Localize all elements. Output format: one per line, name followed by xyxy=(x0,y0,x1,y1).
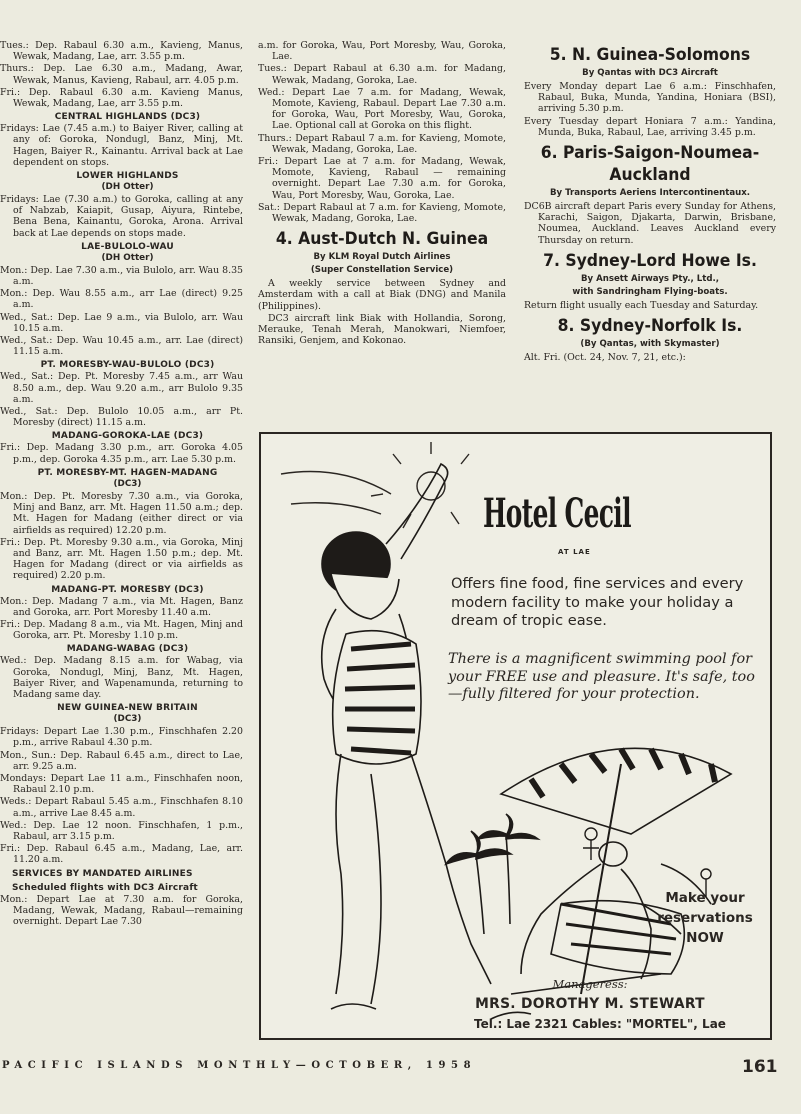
schedule-column-2 xyxy=(258,40,506,347)
route-heading: PT. MORESBY-MT. HAGEN-MADANG xyxy=(37,467,218,478)
schedule-entry: Mon.: Depart Lae at 7.30 a.m. for Goroka, Madang, Wewak, Madang, Rabaul—remaining overnight. Depart Lae 7.30 xyxy=(0,893,243,927)
aircraft-subheading: (DH Otter) xyxy=(101,252,154,263)
schedule-entry: Tues.: Depart Rabaul at 6.30 a.m. for Madang, Wewak, Madang, Goroka, Lae. xyxy=(258,63,506,86)
section-heading: Scheduled flights with DC3 Aircraft xyxy=(12,882,198,893)
schedule-entry: Sat.: Depart Rabaul at 7 a.m. for Kavieng, Momote, Wewak, Madang, Goroka, Lae. xyxy=(258,201,506,225)
operator-line: with Sandringham Flying-boats. xyxy=(572,286,728,297)
hotel-contact: Tel.: Lae 2321 Cables: "MORTEL", Lae xyxy=(474,1017,726,1031)
schedule-entry: Wed.: Depart Lae 7 a.m. for Madang, Wewak, Momote, Kavieng, Rabaul. Depart Lae 7.30 a.m. for Goroka, Wau, Port Moresby, Wau, Goroka, Lae. Optional call at Goroka on this flight. xyxy=(258,86,506,132)
route-section-title: 5. N. Guinea-Solomons xyxy=(549,45,751,65)
operator-line: By KLM Royal Dutch Airlines xyxy=(313,252,451,263)
aircraft-subheading: (DH Otter) xyxy=(101,182,154,193)
schedule-entry: Fri.: Depart Lae at 7 a.m. for Madang, Wewak, Momote, Kavieng, Rabaul — remaining overnight. Depart Lae 7.30 a.m. for Goroka, Wau, Port Moresby, Wau, Goroka, Lae. xyxy=(258,156,506,201)
schedule-entry: Mon.: Dep. Lae 7.30 a.m., via Bulolo, arr. Wau 8.35 a.m. xyxy=(0,264,243,288)
schedule-entry: Fri.: Dep. Rabaul 6.30 a.m. Kavieng Manus, Wewak, Madang, Lae, arr 3.55 p.m. xyxy=(0,86,243,110)
manageress-name: MRS. DOROTHY M. STEWART xyxy=(475,996,705,1012)
schedule-entry: Return flight usually each Tuesday and Saturday. xyxy=(524,299,759,311)
schedule-entry: Wed., Sat.: Dep. Bulolo 10.05 a.m., arr Pt. Moresby (direct) 11.15 a.m. xyxy=(0,406,243,429)
schedule-entry: Wed., Sat.: Dep. Lae 9 a.m., via Bulolo, arr. Wau 10.15 a.m. xyxy=(0,311,243,334)
manageress-label: Manageress: xyxy=(552,977,628,991)
schedule-entry: Every Tuesday depart Honiara 7 a.m.: Yandina, Munda, Buka, Rabaul, Lae, arriving 3.45 p.m. xyxy=(524,115,776,138)
beach-umbrella-icon xyxy=(501,748,731,994)
operator-line: By Ansett Airways Pty., Ltd., xyxy=(580,273,720,284)
palm-trees-icon xyxy=(446,814,538,934)
route-section-title: 4. Aust-Dutch N. Guinea xyxy=(275,229,489,250)
schedule-entry: Tues.: Dep. Rabaul 6.30 a.m., Kavieng, Manus, Wewak, Madang, Lae, arr. 3.55 p.m. xyxy=(0,40,243,63)
ad-offers-text: Offers fine food, fine services and every modern facility to make your holiday a dream of tropic ease. xyxy=(451,575,744,629)
route-section-title: Auckland xyxy=(609,165,691,186)
schedule-entry: Every Monday depart Lae 6 a.m.: Finschhafen, Rabaul, Buka, Munda, Yandina, Honiara (BSI), arriving 5.30 p.m. xyxy=(524,81,776,115)
schedule-column-3 xyxy=(524,40,776,364)
schedule-entry: a.m. for Goroka, Wau, Port Moresby, Wau, Goroka, Lae. xyxy=(258,40,506,63)
schedule-entry: Fridays: Lae (7.45 a.m.) to Baiyer River, calling at any of: Goroka, Nondugl, Banz, Minj, Mt. Hagen, Baiyer R., Kainantu. Arrival back at Lae dependent on stops. xyxy=(0,123,243,168)
operator-line: (By Qantas, with Skymaster) xyxy=(580,339,720,350)
route-heading: CENTRAL HIGHLANDS (DC3) xyxy=(54,112,201,123)
body-paragraph: DC3 aircraft link Biak with Hollandia, Sorong, Merauke, Tenah Merah, Manokwari, Niemfoer, Ransiki, Genjem, and Kokonao. xyxy=(258,312,506,347)
schedule-entry: Fri.: Dep. Rabaul 6.45 a.m., Madang, Lae, arr. 11.20 a.m. xyxy=(0,843,243,866)
operator-line: By Qantas with DC3 Aircraft xyxy=(582,68,718,78)
schedule-entry: Mon.: Dep. Wau 8.55 a.m., arr Lae (direct) 9.25 a.m. xyxy=(0,288,243,311)
route-heading: LOWER HIGHLANDS xyxy=(76,171,179,182)
hotel-name-logo: Hotel Cecil xyxy=(483,490,631,537)
schedule-entry: Fri.: Dep. Madang 8 a.m., via Mt. Hagen, Minj and Goroka, arr. Pt. Moresby 1.10 p.m. xyxy=(0,618,243,642)
route-section-title: 8. Sydney-Norfolk Is. xyxy=(557,316,743,337)
schedule-entry: Wed., Sat.: Dep. Pt. Moresby 7.45 a.m., arr Wau 8.50 a.m., dep. Wau 9.20 a.m., arr Bulolo 9.35 a.m. xyxy=(0,371,243,405)
hotel-location: AT LAE xyxy=(558,548,591,556)
sun-icon xyxy=(281,442,469,528)
route-heading: MADANG-WABAG (DC3) xyxy=(66,644,189,655)
schedule-entry: Mon., Sun.: Dep. Rabaul 6.45 a.m., direct to Lae, arr. 9.25 a.m. xyxy=(0,749,243,772)
route-section-title: 7. Sydney-Lord Howe Is. xyxy=(543,250,757,271)
schedule-entry: Mondays: Depart Lae 11 a.m., Finschhafen noon, Rabaul 2.10 p.m. xyxy=(0,772,243,796)
body-paragraph: A weekly service between Sydney and Amsterdam with a call at Biak (DNG) and Manila (Philippines). xyxy=(258,278,506,312)
running-footer: PACIFIC ISLANDS MONTHLY—OCTOBER, 1958 xyxy=(2,1060,477,1071)
operator-line: (Super Constellation Service) xyxy=(310,265,454,276)
schedule-entry: Weds.: Depart Rabaul 5.45 a.m., Finschhafen 8.10 a.m., arrive Lae 8.45 a.m. xyxy=(0,796,243,819)
woman-figure xyxy=(322,464,531,1019)
aircraft-subheading: (DC3) xyxy=(113,478,142,489)
operator-line: By Transports Aeriens Intercontinentaux. xyxy=(549,188,751,199)
schedule-entry: Fridays: Depart Lae 1.30 p.m., Finschhafen 2.20 p.m., arrive Rabaul 4.30 p.m. xyxy=(0,726,243,749)
route-heading: MADANG-GOROKA-LAE (DC3) xyxy=(51,431,204,442)
schedule-entry: Thurs.: Dep. Lae 6.30 a.m., Madang, Awar, Wewak, Manus, Kavieng, Rabaul, arr. 4.05 p.m. xyxy=(0,63,243,86)
page-number: 161 xyxy=(742,1057,778,1077)
schedule-entry: Wed.: Dep. Madang 8.15 a.m. for Wabag, via Goroka, Nondugl, Minj, Banz, Mt. Hagen, Baiyer River, and Wapenamunda, returning to Madang same day. xyxy=(0,655,243,700)
schedule-entry: Alt. Fri. (Oct. 24, Nov. 7, 21, etc.): xyxy=(524,352,686,364)
schedule-entry: Fri.: Dep. Pt. Moresby 9.30 a.m., via Goroka, Minj and Banz, arr. Mt. Hagen 1.50 p.m.; dep. Mt. Hagen for Madang (direct or via airfields as required) 2.20 p.m. xyxy=(0,536,243,582)
route-heading: NEW GUINEA-NEW BRITAIN xyxy=(57,703,198,714)
schedule-entry: Fridays: Lae (7.30 a.m.) to Goroka, calling at any of Nabzab, Kaiapit, Gusap, Aiyura, Rintebe, Bena Bena, Kainantu, Goroka, Arona. Arrival back at Lae depends on stops made. xyxy=(0,194,243,239)
route-section-title: 6. Paris-Saigon-Noumea- xyxy=(540,143,760,164)
schedule-entry: Thurs.: Depart Rabaul 7 a.m. for Kavieng, Momote, Wewak, Madang, Goroka, Lae. xyxy=(258,132,506,155)
schedule-entry: Mon.: Dep. Madang 7 a.m., via Mt. Hagen, Banz and Goroka, arr. Port Moresby 11.40 a.m. xyxy=(0,595,243,618)
schedule-entry: Wed.: Dep. Lae 12 noon. Finschhafen, 1 p.m., Rabaul, arr 3.15 p.m. xyxy=(0,819,243,842)
aircraft-subheading: (DC3) xyxy=(113,714,142,725)
schedule-entry: Wed., Sat.: Dep. Wau 10.45 a.m., arr. Lae (direct) 11.15 a.m. xyxy=(0,335,243,358)
route-heading: MADANG-PT. MORESBY (DC3) xyxy=(51,584,204,595)
schedule-column-1 xyxy=(0,40,243,928)
route-heading: LAE-BULOLO-WAU xyxy=(81,241,174,252)
route-heading: PT. MORESBY-WAU-BULOLO (DC3) xyxy=(40,360,215,371)
schedule-entry: Mon.: Dep. Pt. Moresby 7.30 a.m., via Goroka, Minj and Banz, arr. Mt. Hagen 11.50 a.m.; dep. Mt. Hagen for Madang (either direct or via airfields as required) 12.20 p.m. xyxy=(0,490,243,536)
schedule-entry: Fri.: Dep. Madang 3.30 p.m., arr. Goroka 4.05 p.m., dep. Goroka 4.35 p.m., arr. Lae 5.30 p.m. xyxy=(0,442,243,465)
section-heading: SERVICES BY MANDATED AIRLINES xyxy=(12,868,193,879)
ad-swimming-pool-text: There is a magnificent swimming pool for your FREE use and pleasure. It's safe, too—fully filtered for your protection. xyxy=(448,651,755,702)
ad-reservations-text: Make your reservations NOW xyxy=(657,890,753,946)
schedule-entry: DC6B aircraft depart Paris every Sunday for Athens, Karachi, Saigon, Djakarta, Darwin, Brisbane, Noumea, Auckland. Leaves Auckland every Thursday on return. xyxy=(524,201,776,246)
